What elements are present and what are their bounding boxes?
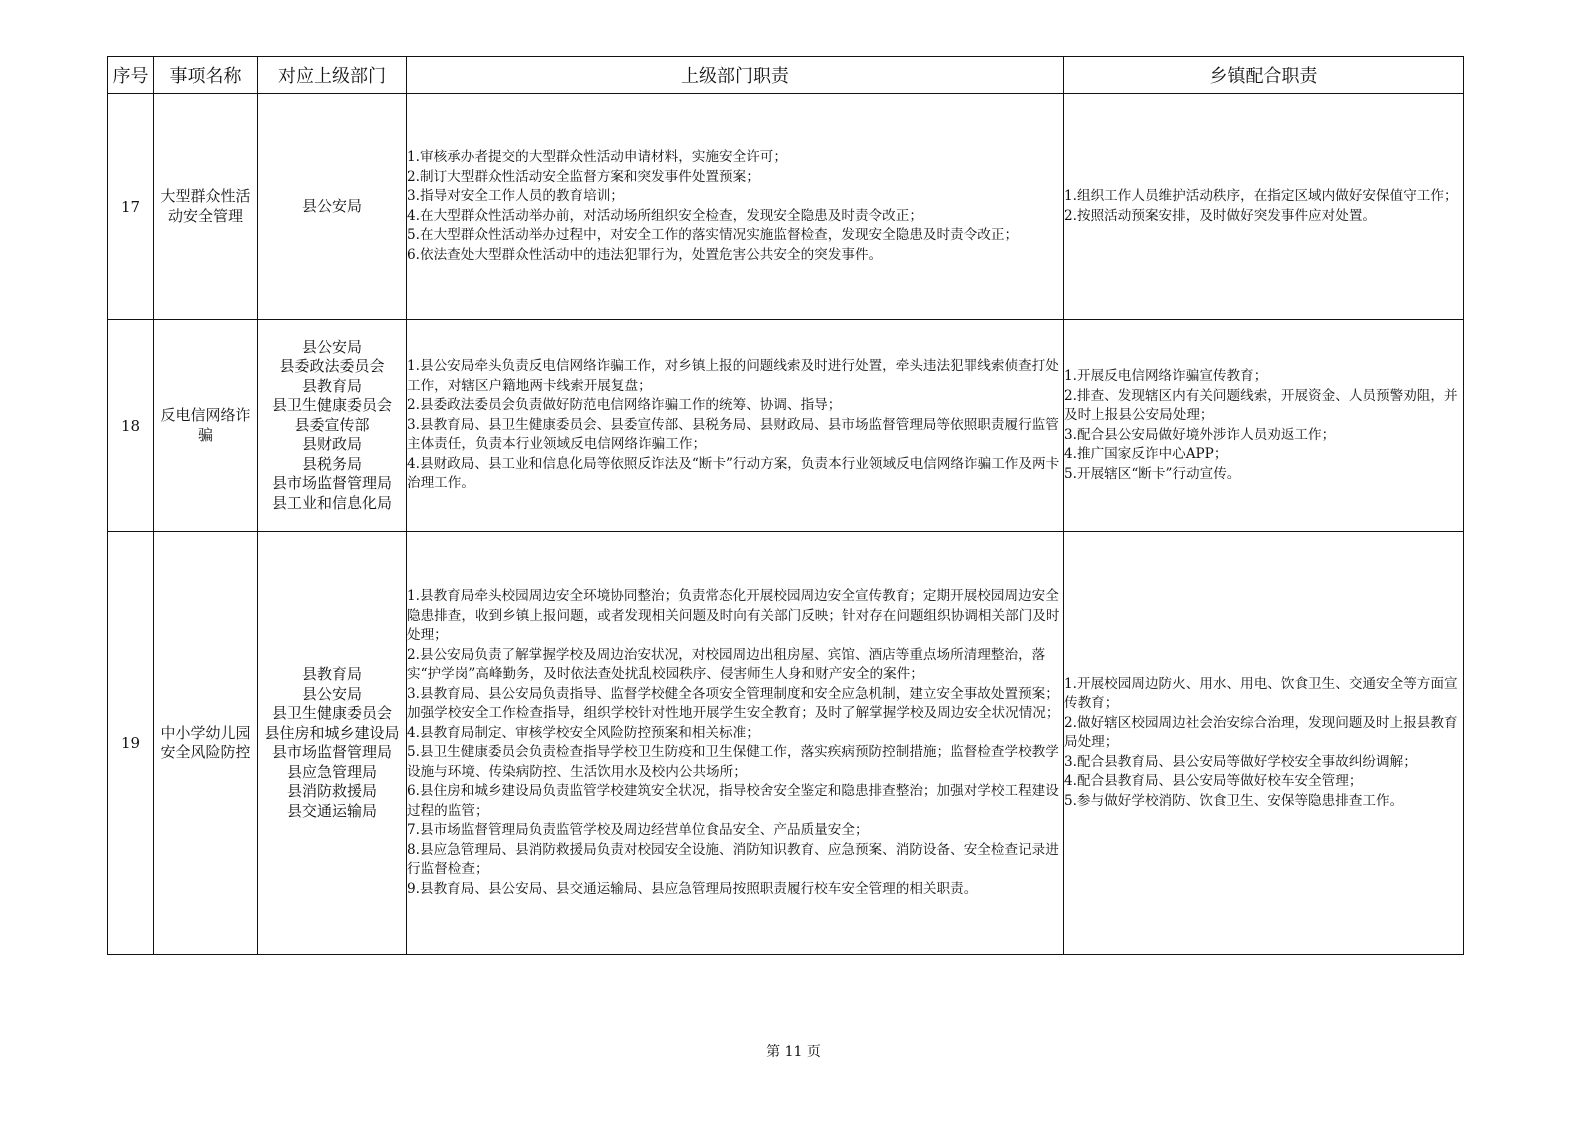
header-name: 事项名称 xyxy=(154,57,258,94)
duty-item: 9.县教育局、县公安局、县交通运输局、县应急管理局按照职责履行校车安全管理的相关职责。 xyxy=(407,880,978,897)
duty-item: 2.制订大型群众性活动安全监督方案和突发事件处置预案； xyxy=(407,168,760,185)
duty-item: 4.在大型群众性活动举办前，对活动场所组织安全检查，发现安全隐患及时责令改正； xyxy=(407,207,923,224)
table-row xyxy=(108,532,1464,955)
duty-item: 3.县教育局、县卫生健康委员会、县委宣传部、县税务局、县财政局、县市场监督管理局等依照职责履行监管主体责任，负责本行业领域反电信网络诈骗工作； xyxy=(407,416,1059,453)
duty-item: 5.在大型群众性活动举办过程中，对安全工作的落实情况实施监督检查，发现安全隐患及时责令改正； xyxy=(407,227,1019,243)
header-duty: 上级部门职责 xyxy=(407,57,1064,94)
dept-item: 县卫生健康委员会 xyxy=(271,396,392,415)
duty-list xyxy=(407,320,1064,532)
dept-item: 县卫生健康委员会 xyxy=(271,704,392,722)
duty-item: 1.县公安局牵头负责反电信网络诈骗工作，对乡镇上报的问题线索及时进行处置，牵头违法犯罪线索侦查打处工作，对辖区户籍地两卡线索开展复盘； xyxy=(407,358,1059,394)
header-dept: 对应上级部门 xyxy=(258,57,407,94)
town-duty-item: 1.开展反电信网络诈骗宣传教育； xyxy=(1064,368,1268,384)
table-row xyxy=(108,94,1464,320)
dept-item: 县教育局 xyxy=(301,665,362,683)
item-name: 大型群众性活动安全管理 xyxy=(154,94,258,320)
town-duty-list xyxy=(1064,94,1464,320)
town-duty-item: 5.开展辖区“断卡”行动宣传。 xyxy=(1064,465,1241,482)
item-name: 反电信网络诈骗 xyxy=(154,320,258,532)
row-number: 18 xyxy=(108,320,154,532)
dept-item: 县委宣传部 xyxy=(294,415,370,434)
town-duty-list xyxy=(1064,320,1464,532)
duty-list xyxy=(407,532,1064,955)
dept-item: 县市场监督管理局 xyxy=(271,743,392,761)
dept-list xyxy=(258,94,407,320)
header-town: 乡镇配合职责 xyxy=(1064,57,1464,94)
dept-item: 县税务局 xyxy=(301,454,362,473)
duty-item: 2.县公安局负责了解掌握学校及周边治安状况，对校园周边出租房屋、宾馆、酒店等重点场所清理整治，落实“护学岗”高峰勤务，及时依法查处扰乱校园秩序、侵害师生人身和财产安全的案件； xyxy=(407,646,1046,682)
table-header-row xyxy=(108,57,1464,94)
town-duty-item: 1.组织工作人员维护活动秩序，在指定区域内做好安保值守工作； xyxy=(1064,188,1458,204)
row-number: 19 xyxy=(108,532,154,955)
header-num: 序号 xyxy=(108,57,154,94)
item-name: 中小学幼儿园安全风险防控 xyxy=(154,532,258,955)
duty-item: 1.审核承办者提交的大型群众性活动申请材料，实施安全许可； xyxy=(407,149,787,165)
duty-item: 4.县财政局、县工业和信息化局等依照反诈法及“断卡”行动方案，负责本行业领域反电信网络诈骗工作及两卡治理工作。 xyxy=(407,455,1060,492)
town-duty-item: 4.推广国家反诈中心APP； xyxy=(1064,446,1228,462)
page-number: 第 11 页 xyxy=(766,1044,821,1060)
duty-item: 2.县委政法委员会负责做好防范电信网络诈骗工作的统筹、协调、指导； xyxy=(407,397,842,414)
row-number: 17 xyxy=(108,94,154,320)
duty-item: 4.县教育局制定、审核学校安全风险防控预案和相关标准； xyxy=(407,724,760,741)
duty-item: 6.依法查处大型群众性活动中的违法犯罪行为，处置危害公共安全的突发事件。 xyxy=(407,246,883,263)
duty-item: 5.县卫生健康委员会负责检查指导学校卫生防疫和卫生保健工作，落实疾病预防控制措施；监督检查学校教学设施与环境、传染病防控、生活饮用水及校内公共场所； xyxy=(407,744,1059,780)
duty-item: 7.县市场监督管理局负责监管学校及周边经营单位食品安全、产品质量安全； xyxy=(407,822,869,838)
town-duty-item: 2.做好辖区校园周边社会治安综合治理，发现问题及时上报县教育局处理； xyxy=(1064,714,1458,751)
dept-item: 县工业和信息化局 xyxy=(271,493,392,512)
dept-item: 县公安局 xyxy=(301,196,362,215)
duty-list xyxy=(407,94,1064,320)
duty-item: 3.县教育局、县公安局负责指导、监督学校健全各项安全管理制度和安全应急机制，建立安全事故处置预案；加强学校安全工作检查指导，组织学校针对性地开展学生安全教育；及时了解掌握学校及周边安全状况情况； xyxy=(407,685,1060,721)
dept-item: 县应急管理局 xyxy=(286,762,377,781)
duty-item: 6.县住房和城乡建设局负责监管学校建筑安全状况，指导校舍安全鉴定和隐患排查整治；加强对学校工程建设过程的监管； xyxy=(407,783,1059,819)
dept-item: 县市场监督管理局 xyxy=(271,474,392,493)
duty-item: 8.县应急管理局、县消防救援局负责对校园安全设施、消防知识教育、应急预案、消防设备、安全检查记录进行监督检查； xyxy=(407,841,1059,877)
town-duty-item: 5.参与做好学校消防、饮食卫生、安保等隐患排查工作。 xyxy=(1064,792,1404,809)
dept-item: 县住房和城乡建设局 xyxy=(264,723,400,742)
dept-item: 县财政局 xyxy=(301,435,362,454)
town-duty-item: 3.配合县教育局、县公安局等做好学校安全事故纠纷调解； xyxy=(1064,753,1417,770)
dept-item: 县委政法委员会 xyxy=(279,357,385,376)
dept-item: 县交通运输局 xyxy=(286,801,377,820)
town-duty-item: 1.开展校园周边防火、用水、用电、饮食卫生、交通安全等方面宣传教育； xyxy=(1064,675,1458,712)
duty-item: 3.指导对安全工作人员的教育培训； xyxy=(407,188,624,204)
dept-item: 县教育局 xyxy=(301,376,362,395)
dept-list xyxy=(258,532,407,955)
dept-item: 县消防救援局 xyxy=(286,782,377,800)
town-duty-item: 4.配合县教育局、县公安局等做好校车安全管理； xyxy=(1064,773,1363,790)
duty-item: 1.县教育局牵头校园周边安全环境协同整治；负责常态化开展校园周边安全宣传教育；定期开展校园周边安全隐患排查，收到乡镇上报问题，或者发现相关问题及时向有关部门反映；针对存在问题组织协调相关部门及时处理； xyxy=(407,588,1060,643)
town-duty-item: 3.配合县公安局做好境外涉诈人员劝返工作； xyxy=(1064,426,1336,443)
table-row xyxy=(108,320,1464,532)
town-duty-list xyxy=(1064,532,1464,955)
dept-list xyxy=(258,320,407,532)
dept-item: 县公安局 xyxy=(301,684,362,703)
town-duty-item: 2.按照活动预案安排，及时做好突发事件应对处置。 xyxy=(1064,207,1377,224)
duty-table xyxy=(107,56,1464,955)
town-duty-item: 2.排查、发现辖区内有关问题线索，开展资金、人员预警劝阻，并及时上报县公安局处理； xyxy=(1064,387,1458,423)
dept-item: 县公安局 xyxy=(301,337,362,356)
